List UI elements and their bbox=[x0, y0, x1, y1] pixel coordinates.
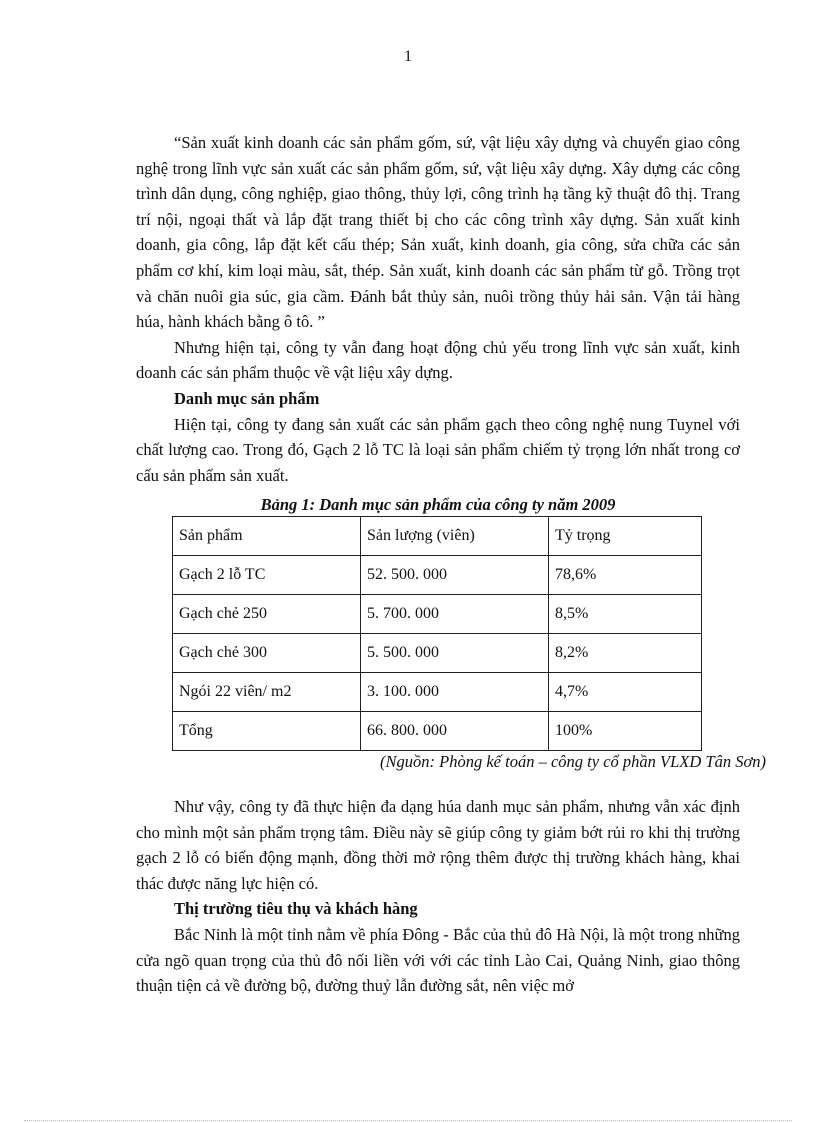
table-cell: 3. 100. 000 bbox=[361, 673, 549, 712]
heading-market-customers: Thị trường tiêu thụ và khách hàng bbox=[174, 899, 418, 919]
table-cell: 8,2% bbox=[549, 634, 702, 673]
table-row-total bbox=[173, 712, 702, 751]
table-header-row bbox=[173, 517, 702, 556]
table-row bbox=[173, 595, 702, 634]
table-cell: Gạch chẻ 250 bbox=[173, 595, 361, 634]
table-cell: 4,7% bbox=[549, 673, 702, 712]
table-header-cell: Tỷ trọng bbox=[549, 517, 702, 556]
table-cell: Ngói 22 viên/ m2 bbox=[173, 673, 361, 712]
paragraph-diversification: Như vậy, công ty đã thực hiện đa dạng húa danh mục sản phẩm, nhưng vẫn xác định cho mình một sản phẩm trọng tâm. Điều này sẽ giúp công ty giảm bớt rủi ro khi thị trường gạch 2 lỗ có biến động mạnh, đồng thời mở rộng thêm được thị trường khách hàng, khai thác được năng lực hiện có. bbox=[136, 797, 740, 893]
table-cell: 5. 700. 000 bbox=[361, 595, 549, 634]
table-cell: 100% bbox=[549, 712, 702, 751]
table-cell: 78,6% bbox=[549, 556, 702, 595]
table-cell: 8,5% bbox=[549, 595, 702, 634]
table-cell: Tổng bbox=[173, 712, 361, 751]
paragraph-product-intro: Hiện tại, công ty đang sản xuất các sản phẩm gạch theo công nghệ nung Tuynel với chất lượng cao. Trong đó, Gạch 2 lỗ TC là loại sản phẩm chiếm tỷ trọng lớn nhất trong cơ cấu sản phẩm sản xuất. bbox=[136, 414, 740, 485]
table-caption: Bảng 1: Danh mục sản phẩm của công ty năm 2009 bbox=[260, 495, 616, 514]
paragraph-current-activity: Nhưng hiện tại, công ty vẫn đang hoạt động chủ yếu trong lĩnh vực sản xuất, kinh doanh các sản phẩm thuộc về vật liệu xây dựng. bbox=[136, 337, 740, 383]
table-cell: 52. 500. 000 bbox=[361, 556, 549, 595]
table-cell: 66. 800. 000 bbox=[361, 712, 549, 751]
page-bottom-divider bbox=[24, 1120, 792, 1121]
body-block-1 bbox=[136, 130, 740, 488]
table-cell: Gạch chẻ 300 bbox=[173, 634, 361, 673]
paragraph-bac-ninh: Bắc Ninh là một tỉnh nằm về phía Đông - Bắc của thủ đô Hà Nội, là một trong những cửa ngõ quan trọng của thủ đô nối liền với với các tỉnh Lào Cai, Quảng Ninh, giao thông thuận tiện cả về đường bộ, đường thuỷ lẫn đường sắt, nên việc mở bbox=[136, 924, 740, 996]
page-number: 1 bbox=[404, 48, 412, 65]
table-header-cell: Sản phẩm bbox=[173, 517, 361, 556]
table-source: (Nguồn: Phòng kế toán – công ty cổ phần VLXD Tân Sơn) bbox=[380, 752, 766, 771]
table-header-cell: Sản lượng (viên) bbox=[361, 517, 549, 556]
table-cell: Gạch 2 lỗ TC bbox=[173, 556, 361, 595]
table-block bbox=[136, 494, 766, 773]
paragraph-business-scope: “Sản xuất kinh doanh các sản phẩm gốm, sứ, vật liệu xây dựng và chuyển giao công nghệ trong lĩnh vực sản xuất các sản phẩm gốm, sứ, vật liệu xây dựng. Xây dựng các công trình dân dụng, công nghiệp, giao thông, thủy lợi, công trình hạ tầng kỹ thuật đô thị. Trang trí nội, ngoại thất và lắp đặt trang thiết bị cho các công trình xây dựng. Sản xuất kinh doanh, gia công, lắp đặt kết cấu thép; Sản xuất, kinh doanh, gia công, sửa chữa các sản phẩm cơ khí, kim loại màu, sắt, thép. Sản xuất, kinh doanh các sản phẩm từ gỗ. Trồng trọt và chăn nuôi gia súc, gia cầm. Đánh bắt thủy sản, nuôi trồng thủy hải sản. Vận tải hàng húa, hành khách bằng ô tô. ” bbox=[136, 133, 740, 332]
table-row bbox=[173, 673, 702, 712]
product-table bbox=[172, 516, 702, 751]
body-block-2 bbox=[136, 794, 740, 999]
heading-product-catalog: Danh mục sản phẩm bbox=[174, 388, 320, 408]
table-row bbox=[173, 634, 702, 673]
table-cell: 5. 500. 000 bbox=[361, 634, 549, 673]
table-row bbox=[173, 556, 702, 595]
